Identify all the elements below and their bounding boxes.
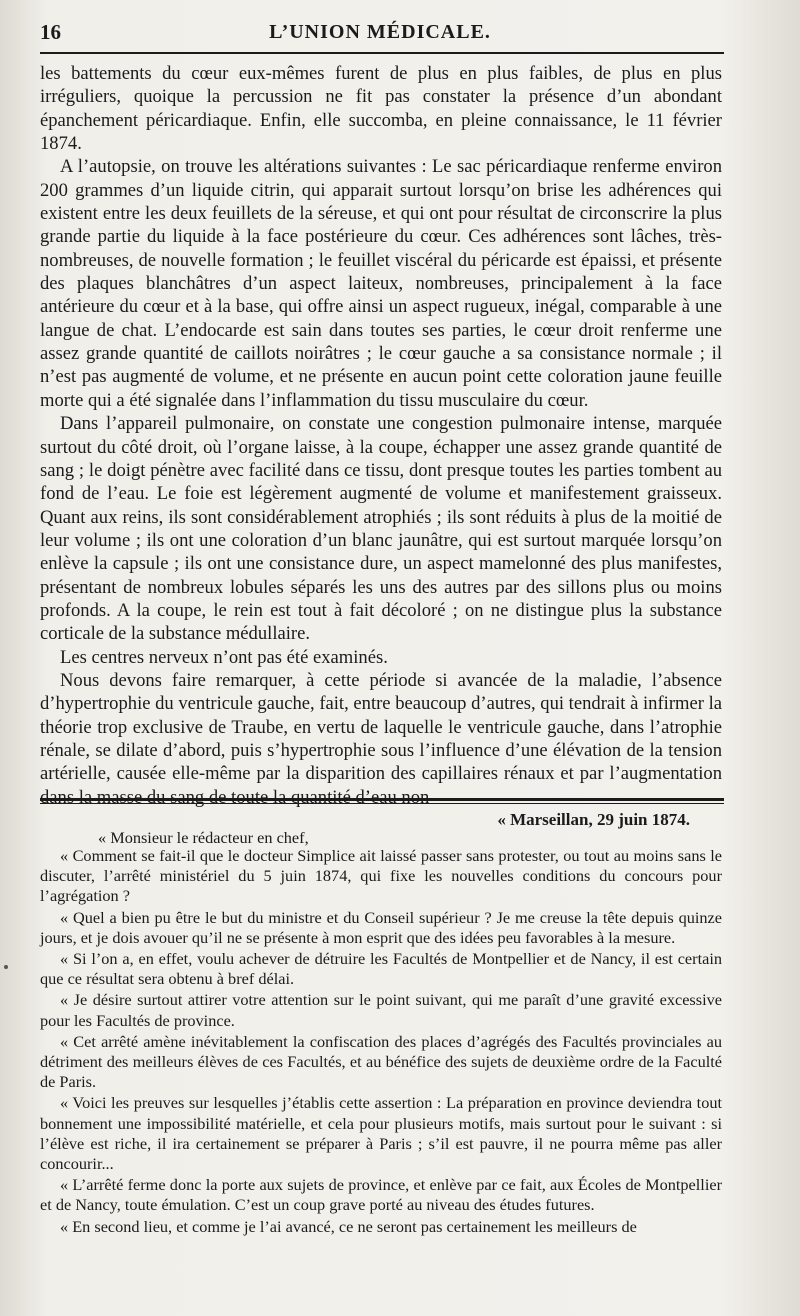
- article-paragraph: Nous devons faire remarquer, à cette période si avancée de la maladie, l’absence d’hypertrophie du ventricule gauche, fait, entre beaucoup d’autres, qui tendrait à infirmer la théorie trop exclusive de Traube, en vertu de laquelle le ventricule gauche, dans l’atrophie rénale, se dilate d’abord, puis s’hypertrophie sous l’influence d’une élévation de la tension artérielle, causée elle-même par la disparition des capillaires rénaux et par l’augmentation: [40, 669, 723, 785]
- header-rule: [40, 52, 724, 54]
- article-body: [40, 62, 722, 809]
- page-number: 16: [40, 20, 61, 44]
- article-paragraph: les battements du cœur eux-mêmes furent de plus en plus faibles, de plus en plus irréguliers, quoique la percussion ne fit pas constater la présence d’un abondant épanchement péricardiaque. Enfin, elle succomba, en pleine connaissance, le 11 février 1874.: [40, 63, 722, 155]
- article-paragraph: Les centres nerveux n’ont pas été examinés.: [60, 646, 388, 668]
- article-paragraph: Dans l’appareil pulmonaire, on constate une congestion pulmonaire intense, marquée surtout du côté droit, où l’organe laisse, à la coupe, échapper une assez grande quantité de sang ; le doigt pénètre avec facilité dans ce tissu, dont presque toutes les parties tombent au fond de l’eau. Le foie est légèrement augmenté de volume et manifestement graisseux. Quant aux reins, ils sont considérablement atrophiés ; ils sont réduits à plus de la moitié de leur volume ; ils ont une coloration d’un blanc jaunâtre, qui est surtout marquée lorsqu’on enlève la capsule ; ils ont une consistance dure, un aspect mamelonné des plus manifestes, présentant de nombreux lobules séparés les uns des autres par des sillons plus ou moins profonds. A la coupe, le rein est tout à fait décoloré ; on ne distingue plus la substance corticale de la substance médullaire.: [40, 413, 722, 645]
- page-header: [40, 20, 720, 52]
- letter-paragraph: « Si l’on a, en effet, voulu achever de détruire les Facultés de Montpellier et de Nancy, il est certain que ce résultat sera obtenu à bref délai.: [40, 949, 722, 989]
- letter-dateline: « Marseillan, 29 juin 1874.: [497, 810, 690, 829]
- letter-head: [40, 810, 722, 846]
- letter-paragraph: « Voici les preuves sur lesquelles j’établis cette assertion : La préparation en province deviendra tout bonnement une impossibilité matérielle, et cela pour plusieurs motifs, mais surtout pour le suivant : si l’élève est riche, il ira certainement se préparer à Paris ; s’il est pauvre, il ne pourra même pas aller concourir...: [40, 1093, 722, 1174]
- letter-salutation: « Monsieur le rédacteur en chef,: [98, 828, 309, 847]
- section-rule-thin: [40, 803, 724, 804]
- journal-title: L’UNION MÉDICALE.: [269, 21, 491, 43]
- letter-paragraph: « Cet arrêté amène inévitablement la confiscation des places d’agrégés des Facultés provinciales au détriment des meilleurs élèves de ces Facultés, et au bénéfice des sujets de deuxième ordre de la Faculté de Paris.: [40, 1031, 722, 1092]
- section-rule: [40, 798, 724, 801]
- letter-paragraph: « Je désire surtout attirer votre attention sur le point suivant, qui me paraît d’une gravité excessive pour les Facultés de province.: [40, 990, 722, 1030]
- letter-paragraph: « L’arrêté ferme donc la porte aux sujets de province, et enlève par ce fait, aux Écoles de Montpellier et de Nancy, toute émulation. C’est un coup grave porté au niveau des études futures.: [40, 1175, 722, 1215]
- article-paragraph: A l’autopsie, on trouve les altérations suivantes : Le sac péricardiaque renferme environ 200 grammes d’un liquide citrin, qui apparait surtout lorsqu’on brise les adhérences qui existent entre les deux feuillets de la séreuse, et qui ont pour résultat de circonscrire la plus grande partie du liquide à la face postérieure du cœur. Ces adhérences sont lâches, très-nombreuses, de nouvelle formation ; le feuillet viscéral du péricarde est épaissi, et présente des plaques blanchâtres d’un aspect laiteux, nombreuses, principalement à la face antérieure du cœur et à la base, qui offre ainsi un aspect rugueux, inégal, comparable à une langue de chat. L’endocarde est sain dans toutes ses parties, le cœur droit renferme une assez grande quantité de caillots noirâtres ; le cœur gauche a sa consistance normale ; il n’est pas augmenté de volume, et ne présente en aucun point cette coloration jaune feuille morte qui a été signalée dans l’inflammation du tissu musculaire du cœur.: [40, 156, 722, 411]
- letter-paragraph: « Comment se fait-il que le docteur Simplice ait laissé passer sans protester, ou tout au moins sans le discuter, l’arrêté ministériel du 5 juin 1874, qui fixe les nouvelles conditions du concours pour l’agrégation ?: [40, 846, 722, 906]
- letter-paragraph: « Quel a bien pu être le but du ministre et du Conseil supérieur ? Je me creuse la tête depuis quinze jours, et je dois avouer qu’il ne se présente à mon esprit que des idées peu favorables à la mesure.: [40, 907, 722, 947]
- letter-paragraph: « En second lieu, et comme je l’ai avancé, ce ne seront pas certainement les meilleurs de: [60, 1216, 637, 1236]
- letter-section: [40, 810, 722, 1238]
- margin-mark: [4, 965, 8, 969]
